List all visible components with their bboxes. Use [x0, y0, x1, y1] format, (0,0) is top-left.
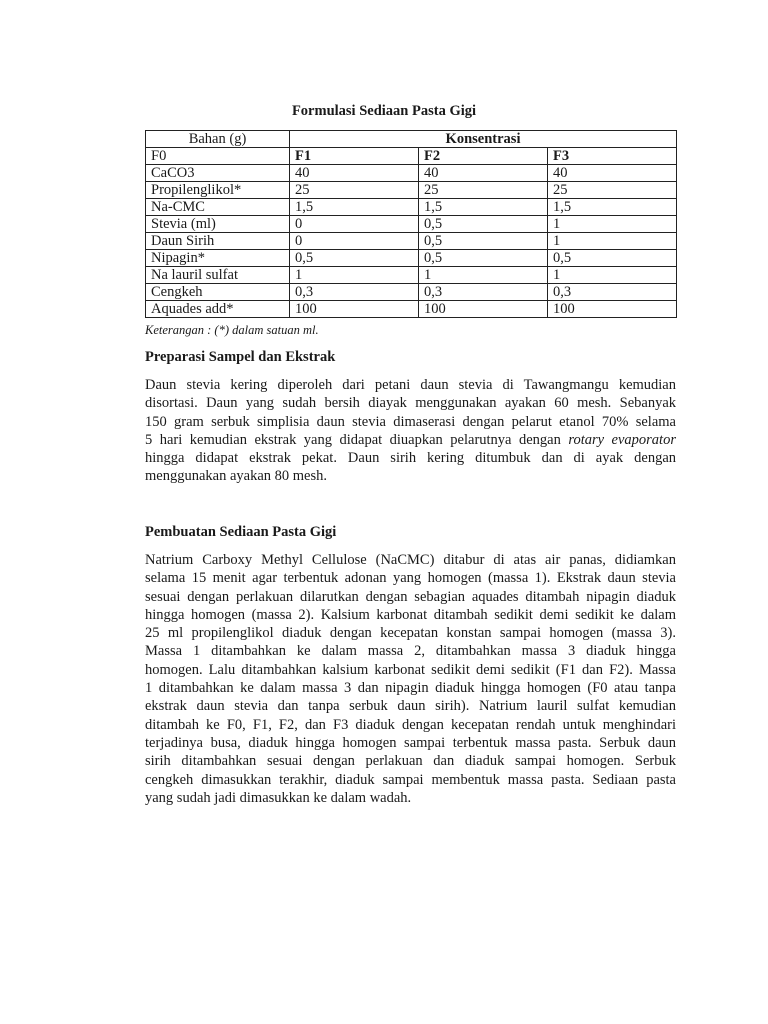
table-row: [146, 148, 677, 165]
table-cell: 0: [290, 233, 419, 250]
table-cell: 25: [419, 182, 548, 199]
paragraph-line: hingga didapat ekstrak pekat. Daun sirih kering ditumbuk dan di ayak dengan: [145, 450, 676, 467]
table-cell: 0,5: [290, 250, 419, 267]
table-cell: 100: [419, 301, 548, 318]
section-heading-preparasi: Preparasi Sampel dan Ekstrak: [145, 349, 336, 365]
section-heading-pembuatan: Pembuatan Sediaan Pasta Gigi: [145, 524, 337, 540]
table-cell: 0,3: [419, 284, 548, 301]
table-cell: 1,5: [548, 199, 677, 216]
table-row: [146, 216, 677, 233]
table-cell: 0,3: [290, 284, 419, 301]
table-cell: F0: [146, 148, 290, 165]
paragraph-pembuatan: [145, 551, 676, 807]
paragraph-line: ekstrak daun stevia dan tanpa serbuk daun sirih). Natrium lauril sulfat kemudian: [145, 698, 676, 715]
table-cell: 1: [290, 267, 419, 284]
table-cell: Daun Sirih: [146, 233, 290, 250]
table-cell: 40: [419, 165, 548, 182]
table-cell: 0,5: [419, 216, 548, 233]
table-row: [146, 165, 677, 182]
paragraph-line: ditambah ke F0, F1, F2, dan F3 diaduk dengan kecepatan rendah untuk menghindari: [145, 716, 676, 733]
table-cell: 40: [548, 165, 677, 182]
table-cell: F3: [548, 148, 677, 165]
paragraph-line: 25 ml propilenglikol diaduk dengan kecepatan konstan sampai homogen (massa 3).: [145, 625, 676, 642]
paragraph-line-mixed: [145, 431, 676, 449]
paragraph-line: sesuai dengan perlakuan dilarutkan dengan sebagian aquades ditambah nipagin diaduk: [145, 588, 676, 605]
table-cell: 1: [548, 267, 677, 284]
table-row: [146, 250, 677, 267]
table-row: [146, 301, 677, 318]
paragraph-line: homogen. Lalu ditambahkan kalsium karbonat sedikit demi sedikit (F1 dan F2). Massa: [145, 661, 676, 678]
paragraph-line: menggunakan ayakan 80 mesh.: [145, 468, 328, 485]
paragraph-line: 150 gram serbuk simplisia daun stevia dimaserasi dengan pelarut etanol 70% selama: [145, 413, 676, 430]
paragraph-line: Daun stevia kering diperoleh dari petani daun stevia di Tawangmangu kemudian: [145, 377, 676, 393]
table-title: Formulasi Sediaan Pasta Gigi: [291, 103, 477, 119]
table-cell: 1: [419, 267, 548, 284]
paragraph-line: terjadinya busa, diaduk hingga homogen sampai terbentuk massa pasta. Serbuk daun: [145, 734, 676, 751]
paragraph-line: sirih ditambahkan sesuai dengan perlakuan dan diaduk sampai homogen. Serbuk: [145, 753, 676, 770]
table-cell: 1,5: [290, 199, 419, 216]
table-cell: 100: [548, 301, 677, 318]
table-cell: 25: [548, 182, 677, 199]
table-row: [146, 182, 677, 199]
table-cell: 40: [290, 165, 419, 182]
table-cell: 0,5: [548, 250, 677, 267]
table-cell: F1: [290, 148, 419, 165]
paragraph-line-text: 5 hari kemudian ekstrak yang didapat diuapkan pelarutnya dengan: [145, 431, 569, 448]
paragraph-line: hingga homogen (massa 2). Kalsium karbonat ditambah sedikit demi sedikit ke dalam: [145, 606, 676, 623]
paragraph-line: selama 15 menit agar terbentuk adonan yang homogen (massa 1). Ekstrak daun stevia: [145, 570, 676, 587]
table-cell: F2: [419, 148, 548, 165]
table-cell: 1,5: [419, 199, 548, 216]
paragraph-line: Natrium Carboxy Methyl Cellulose (NaCMC) ditabur di atas air panas, didiamkan: [145, 552, 676, 568]
table-cell: 1: [548, 233, 677, 250]
table-cell: 0: [290, 216, 419, 233]
formulation-table: [145, 130, 677, 318]
table-cell: Aquades add*: [146, 301, 290, 318]
table-cell: CaCO3: [146, 165, 290, 182]
table-cell: Nipagin*: [146, 250, 290, 267]
paragraph-line: yang sudah jadi dimasukkan ke dalam wadah.: [145, 789, 412, 806]
paragraph-line: 1 ditambahkan ke dalam massa 3 dan nipagin diaduk hingga homogen (F0 atau tanpa: [145, 680, 676, 697]
paragraph-line: Massa 1 ditambahkan ke dalam massa 2, ditambahkan massa 3 diaduk hingga: [145, 643, 676, 660]
paragraph-line: disortasi. Daun yang sudah bersih diayak menggunakan ayakan 60 mesh. Sebanyak: [145, 395, 676, 412]
table-row: [146, 199, 677, 216]
table-cell: Propilenglikol*: [146, 182, 290, 199]
table-row: [146, 267, 677, 284]
table-row: [146, 284, 677, 301]
table-cell: 0,5: [419, 250, 548, 267]
table-note: Keterangan : (*) dalam satuan ml.: [145, 323, 319, 337]
paragraph-preparasi: [145, 376, 676, 486]
header-konsentrasi: Konsentrasi: [290, 131, 677, 148]
table-cell: Cengkeh: [146, 284, 290, 301]
table-cell: 100: [290, 301, 419, 318]
table-cell: 0,5: [419, 233, 548, 250]
table-cell: Stevia (ml): [146, 216, 290, 233]
table-cell: 1: [548, 216, 677, 233]
paragraph-line: cengkeh dimasukkan terakhir, diaduk sampai membentuk massa pasta. Sediaan pasta: [145, 771, 676, 788]
header-bahan: Bahan (g): [146, 131, 290, 148]
table-cell: 0,3: [548, 284, 677, 301]
italic-term: rotary evaporator: [568, 431, 676, 448]
table-header-row: [146, 131, 677, 148]
table-cell: 25: [290, 182, 419, 199]
table-cell: Na-CMC: [146, 199, 290, 216]
table-row: [146, 233, 677, 250]
table-cell: Na lauril sulfat: [146, 267, 290, 284]
